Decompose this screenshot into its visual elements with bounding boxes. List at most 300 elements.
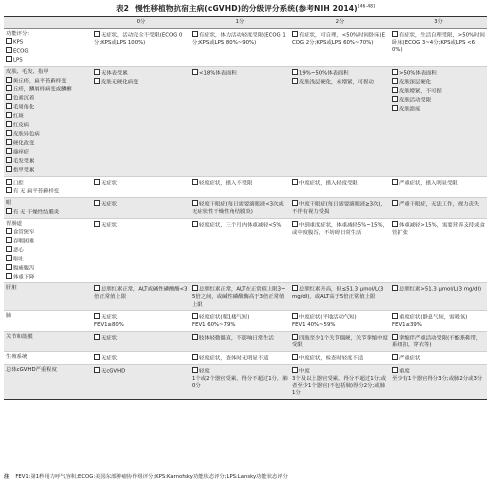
cell-text: KPS xyxy=(13,39,24,46)
cell-line xyxy=(6,237,90,246)
checkbox[interactable] xyxy=(6,121,12,127)
checkbox[interactable] xyxy=(392,367,398,373)
cell-line xyxy=(6,208,90,217)
cell-line xyxy=(94,285,188,301)
cell-text: 红斑 xyxy=(13,113,24,120)
checkbox[interactable] xyxy=(392,105,398,111)
cell-line xyxy=(6,47,90,56)
checkbox[interactable] xyxy=(292,31,298,37)
cell-line xyxy=(192,200,288,216)
cell-line xyxy=(292,285,388,301)
cell-text: 有症状，生活自理受限，>50%时间卧床(ECOG 3~4分;KPS或LPS <60%) xyxy=(392,32,485,54)
checkbox[interactable] xyxy=(6,94,12,100)
cell-text: 无症状 xyxy=(101,201,118,208)
cell-text: 有 无 干燥性结膜炎 xyxy=(13,209,60,216)
cell-text: 吞咽困难 xyxy=(13,238,35,245)
cell-text: 总胆红素升高，但≤51.3 μmol/L(3 mg/dl)，或ALT高于5倍正常值上限 xyxy=(292,286,384,301)
cell-text: 严重症状 xyxy=(399,355,421,362)
cell-line xyxy=(392,313,485,322)
checkbox[interactable] xyxy=(292,221,298,227)
cell-text: 食管狭窄 xyxy=(13,229,35,236)
table-footnote xyxy=(4,474,487,481)
cell-line xyxy=(392,285,485,294)
cell-text: 无症状 xyxy=(101,335,118,341)
checkbox[interactable] xyxy=(392,69,398,75)
cell-text: 严重干眼症，无法工作，视力丧失 xyxy=(399,201,480,208)
footnote-label: 注 xyxy=(4,474,10,480)
score-cell xyxy=(290,364,390,399)
checkbox[interactable] xyxy=(6,139,12,145)
cell-line xyxy=(192,376,288,391)
checkbox[interactable] xyxy=(6,85,12,91)
organ-cell xyxy=(4,29,92,67)
cell-line xyxy=(94,31,188,47)
checkbox[interactable] xyxy=(292,179,298,185)
cell-text: 重度 xyxy=(399,368,410,375)
cell-text: 轻度症状，摄入不受限 xyxy=(199,180,253,186)
table-row xyxy=(4,351,487,364)
cell-text: 总胆红素正常，ALT或碱性磷酸酶<3倍正常值上限 xyxy=(94,286,188,301)
score-cell xyxy=(290,176,390,198)
cell-line xyxy=(94,367,188,376)
cell-text: 皮肤深层硬化 xyxy=(399,79,432,86)
cell-line xyxy=(6,148,90,157)
cell-line xyxy=(392,69,485,78)
score-cell xyxy=(190,198,290,218)
table-row xyxy=(4,176,487,198)
checkbox[interactable] xyxy=(292,334,298,340)
cell-text: 有症状，体力活动轻度受限(ECOG 1分;KPS或LPS 80%~90%) xyxy=(192,32,286,46)
cell-text: 19%~50%体表面积 xyxy=(299,70,349,77)
cell-text: 体重减轻>15%，需要营养支持或食管扩张 xyxy=(392,222,485,236)
cell-line xyxy=(292,31,388,47)
score-cell xyxy=(190,364,290,399)
cell-line xyxy=(192,285,288,309)
cell-line xyxy=(392,31,485,55)
cell-text: 口腔 xyxy=(13,180,24,186)
organ-cell xyxy=(4,364,92,399)
column-header: 2分 xyxy=(290,17,390,29)
cell-text: 皮肤、毛发、指甲 xyxy=(6,69,49,76)
cell-line xyxy=(392,87,485,96)
cell-line xyxy=(6,255,90,264)
score-cell xyxy=(290,67,390,176)
checkbox[interactable] xyxy=(94,334,100,340)
cell-text: FEV1 40%~59% xyxy=(292,322,336,329)
cell-line xyxy=(6,187,90,196)
checkbox[interactable] xyxy=(192,354,198,360)
checkbox[interactable] xyxy=(192,334,198,340)
score-cell xyxy=(190,218,290,283)
cell-line xyxy=(94,200,188,209)
cell-line xyxy=(94,78,188,87)
organ-cell xyxy=(4,218,92,283)
cell-text: 中度症状(平地活动气短) xyxy=(299,314,357,321)
cell-line xyxy=(292,179,388,188)
cell-text: 中到重度症状，体重减轻5%~15%，或中度腹泻，不妨碍日常生活 xyxy=(292,222,388,236)
cell-text: 重度症状(静息气短，需吸氧) xyxy=(399,314,468,321)
cell-text: 肺 xyxy=(6,313,12,320)
score-cell xyxy=(290,29,390,67)
cell-line xyxy=(6,139,90,148)
checkbox[interactable] xyxy=(392,96,398,102)
organ-cell xyxy=(4,351,92,364)
cell-text: 胃肠道 xyxy=(6,220,23,227)
cell-text: 功能评分： xyxy=(6,31,33,37)
score-cell xyxy=(92,29,190,67)
checkbox[interactable] xyxy=(192,367,198,373)
checkbox[interactable] xyxy=(392,200,398,206)
organ-cell xyxy=(4,176,92,198)
checkbox[interactable] xyxy=(192,200,198,206)
cell-text: 硬化改变 xyxy=(13,140,35,147)
score-cell xyxy=(190,283,290,311)
organ-cell xyxy=(4,198,92,218)
checkbox[interactable] xyxy=(6,130,12,136)
table-title xyxy=(0,3,491,14)
table-row xyxy=(4,283,487,311)
cell-line xyxy=(6,354,90,361)
checkbox[interactable] xyxy=(94,285,100,291)
score-cell xyxy=(390,67,487,176)
checkbox[interactable] xyxy=(392,313,398,319)
cell-text: 指甲受累 xyxy=(13,167,35,174)
score-cell xyxy=(92,67,190,176)
cell-line xyxy=(192,69,288,78)
checkbox[interactable] xyxy=(6,273,12,279)
score-cell xyxy=(390,198,487,218)
cell-line xyxy=(192,313,288,322)
cell-line xyxy=(292,367,388,376)
column-header: 0分 xyxy=(92,17,190,29)
cell-line xyxy=(6,221,90,228)
checkbox[interactable] xyxy=(392,31,398,37)
checkbox[interactable] xyxy=(192,221,198,227)
checkbox[interactable] xyxy=(94,200,100,206)
cell-text: 瘙痒症 xyxy=(13,149,30,156)
table-row xyxy=(4,311,487,331)
checkbox[interactable] xyxy=(392,179,398,185)
cell-text: 挛缩伴严重活动受限(不能系鞋带，系纽扣，穿衣等) xyxy=(392,335,482,349)
score-cell xyxy=(390,311,487,331)
checkbox[interactable] xyxy=(6,77,12,83)
score-cell xyxy=(290,351,390,364)
cell-text: 中度症状，检查时轻度不适 xyxy=(299,355,364,362)
cell-line xyxy=(6,228,90,237)
cell-text: 眼 xyxy=(6,200,12,207)
cell-text: 总体cGVHD严重程度 xyxy=(6,366,57,373)
cell-line xyxy=(94,69,188,78)
column-header: 3分 xyxy=(390,17,487,29)
checkbox[interactable] xyxy=(6,264,12,270)
cell-text: 中度 xyxy=(299,368,310,375)
score-cell xyxy=(92,176,190,198)
score-cell xyxy=(190,176,290,198)
cell-text: 中度症状，摄入轻度受限 xyxy=(299,180,358,186)
table-row xyxy=(4,29,487,67)
organ-cell xyxy=(4,67,92,176)
cell-line xyxy=(192,322,288,329)
checkbox[interactable] xyxy=(192,31,198,37)
checkbox[interactable] xyxy=(392,354,398,360)
checkbox[interactable] xyxy=(392,285,398,291)
checkbox[interactable] xyxy=(192,313,198,319)
cell-text: 皮肤无硬化病变 xyxy=(101,79,139,86)
cell-text: ECOG xyxy=(13,48,29,55)
score-cell xyxy=(92,364,190,399)
cell-line xyxy=(6,334,90,341)
cell-text: 轻度干眼症(每日需要滴眼液<3次或无症状性干燥性角结膜炎) xyxy=(192,201,284,216)
score-cell xyxy=(92,283,190,311)
cell-text: 无cGVHD xyxy=(101,368,126,375)
cell-line xyxy=(6,285,90,292)
organ-cell xyxy=(4,283,92,311)
cell-text: 斑丘疹，扁平苔藓样变 xyxy=(13,78,67,85)
score-cell xyxy=(290,283,390,311)
score-cell xyxy=(390,218,487,283)
checkbox[interactable] xyxy=(392,78,398,84)
checkbox[interactable] xyxy=(6,237,12,243)
cell-text: 生殖系统 xyxy=(6,353,28,360)
cell-text: 关节和筋膜 xyxy=(6,333,33,340)
cell-line xyxy=(392,367,485,376)
checkbox[interactable] xyxy=(6,38,12,44)
checkbox[interactable] xyxy=(292,313,298,319)
checkbox[interactable] xyxy=(94,367,100,373)
cell-line xyxy=(94,322,188,329)
cell-text: 毛发受累 xyxy=(13,158,35,165)
checkbox[interactable] xyxy=(6,103,12,109)
organ-cell xyxy=(4,331,92,351)
cell-line xyxy=(292,200,388,216)
checkbox[interactable] xyxy=(392,334,398,340)
cell-line xyxy=(94,221,188,230)
score-cell xyxy=(390,29,487,67)
cell-line xyxy=(192,179,288,188)
cell-text: 轻度症状，查体时无明显不适 xyxy=(199,355,269,362)
checkbox[interactable] xyxy=(6,255,12,261)
score-cell xyxy=(92,198,190,218)
cell-text: 总胆红素>51.3 μmol/L(3 mg/dl) xyxy=(399,286,482,293)
checkbox[interactable] xyxy=(6,228,12,234)
cell-text: 皮肤增紧，不可捏 xyxy=(399,88,442,95)
cell-line xyxy=(94,354,188,363)
score-cell xyxy=(190,331,290,351)
cell-line xyxy=(6,200,90,207)
cell-text: 无症状 xyxy=(101,314,118,321)
checkbox[interactable] xyxy=(6,166,12,172)
cell-line xyxy=(192,31,288,47)
score-cell xyxy=(290,311,390,331)
cell-text: FEV1≤39% xyxy=(392,322,422,329)
score-cell xyxy=(92,218,190,283)
cell-line xyxy=(392,376,485,383)
footnote-text: FEV1:第1秒用力呼气容积;ECOG:美国东部肿瘤协作组评分;KPS:Karnofsky功能状态评分;LPS:Lansky功能状态评分 xyxy=(15,474,288,480)
checkbox[interactable] xyxy=(6,148,12,154)
checkbox[interactable] xyxy=(292,78,298,84)
checkbox[interactable] xyxy=(392,221,398,227)
cell-text: 严重症状，摄入明显受限 xyxy=(399,180,458,186)
cell-text: 肝脏 xyxy=(6,285,17,292)
cell-text: 红皮病 xyxy=(13,122,30,129)
table-body xyxy=(4,29,487,400)
cell-line xyxy=(94,179,188,188)
cell-text: 无体表受累 xyxy=(101,70,128,77)
score-cell xyxy=(290,218,390,283)
cell-text: 体重下降 xyxy=(13,274,35,281)
cell-text: 总胆红素正常，ALT在正常值上限3~5倍之间，或碱性磷酸酶高于3倍正常值上限 xyxy=(192,286,286,308)
cell-text: 轻度症状，三个月内体重减轻<5% xyxy=(199,222,282,229)
cell-text: 轻度 xyxy=(199,368,210,375)
column-header xyxy=(4,17,92,29)
checkbox[interactable] xyxy=(94,313,100,319)
cell-text: <18%体表面积 xyxy=(199,70,237,77)
cell-text: 无症状 xyxy=(101,222,118,229)
grading-table xyxy=(4,16,487,400)
cell-line xyxy=(94,313,188,322)
cell-text: LPS xyxy=(13,57,23,64)
cell-line xyxy=(6,273,90,282)
cell-text: 皮肤异色病 xyxy=(13,131,40,138)
checkbox[interactable] xyxy=(6,157,12,163)
cell-line xyxy=(292,354,388,363)
cell-line xyxy=(6,157,90,166)
cell-text: 中度干眼症(每日需要滴眼液≥3次)，不伴有视力受损 xyxy=(292,201,386,216)
cell-text: 皮肤溃疡 xyxy=(399,106,421,113)
cell-text: 皮肤活动受限 xyxy=(399,97,432,104)
score-cell xyxy=(290,198,390,218)
score-cell xyxy=(190,29,290,67)
score-cell xyxy=(390,331,487,351)
cell-line xyxy=(6,367,90,374)
checkbox[interactable] xyxy=(392,87,398,93)
checkbox[interactable] xyxy=(94,179,100,185)
cell-line xyxy=(6,94,90,103)
cell-text: 1个或2个器官受累，得分不超过1分，肺0分 xyxy=(192,375,288,390)
checkbox[interactable] xyxy=(6,187,12,193)
cell-text: 肢体轻微僵直，不影响日常生活 xyxy=(199,335,274,341)
organ-cell xyxy=(4,311,92,331)
checkbox[interactable] xyxy=(6,112,12,118)
cell-line xyxy=(6,130,90,139)
cell-line xyxy=(392,78,485,87)
score-cell xyxy=(190,67,290,176)
table-header-row xyxy=(4,17,487,29)
checkbox[interactable] xyxy=(292,285,298,291)
checkbox[interactable] xyxy=(192,69,198,75)
table-row xyxy=(4,198,487,218)
checkbox[interactable] xyxy=(6,56,12,62)
cell-text: 四肢至少1个关节僵硬，关节挛缩中度受限 xyxy=(292,335,388,349)
cell-line xyxy=(6,246,90,255)
checkbox[interactable] xyxy=(6,246,12,252)
cell-line xyxy=(6,166,90,175)
checkbox[interactable] xyxy=(94,69,100,75)
table-caption: 慢性移植物抗宿主病(cGVHD)的分级评分系统(参考NIH 2014) xyxy=(135,4,358,13)
cell-line xyxy=(292,313,388,322)
cell-text: 无症状 xyxy=(101,355,118,362)
cell-text: 腹痛腹泻 xyxy=(13,265,35,272)
table-row xyxy=(4,364,487,399)
cell-line xyxy=(192,367,288,376)
cell-line xyxy=(192,221,288,230)
checkbox[interactable] xyxy=(292,354,298,360)
cell-line xyxy=(292,221,388,237)
cell-text: 恶心 xyxy=(13,247,24,254)
cell-text: >50%体表面积 xyxy=(399,70,437,77)
cell-line xyxy=(392,221,485,237)
cell-line xyxy=(6,313,90,320)
checkbox[interactable] xyxy=(292,69,298,75)
checkbox[interactable] xyxy=(292,200,298,206)
cell-text: FEV1≥80% xyxy=(94,322,124,329)
table-number: 表2 xyxy=(115,4,130,13)
cell-line xyxy=(392,105,485,114)
cell-line xyxy=(292,376,388,398)
cell-line xyxy=(392,96,485,105)
cell-text: 皮肤浅层硬化，未增紧，可捏动 xyxy=(299,79,374,86)
cell-line xyxy=(292,322,388,329)
cell-line xyxy=(392,354,485,363)
cell-line xyxy=(392,200,485,209)
cell-text: 有症状，可自理，<50%时间卧床(ECOG 2分;KPS或LPS 60%~70%) xyxy=(292,32,385,46)
cell-line xyxy=(6,264,90,273)
cell-text: 3个及以上器官受累，得分不超过1分;或者至少1个器官(不包括肺)得分2分;或肺1分 xyxy=(292,375,387,397)
checkbox[interactable] xyxy=(192,285,198,291)
checkbox[interactable] xyxy=(94,31,100,37)
cell-line xyxy=(6,77,90,86)
score-cell xyxy=(390,283,487,311)
cell-text: 丘疹，鳞屑样病变或鳞癣 xyxy=(13,86,72,93)
cell-line xyxy=(6,56,90,65)
table-row xyxy=(4,331,487,351)
score-cell xyxy=(190,351,290,364)
checkbox[interactable] xyxy=(94,354,100,360)
checkbox[interactable] xyxy=(6,179,12,185)
checkbox[interactable] xyxy=(94,78,100,84)
score-cell xyxy=(390,364,487,399)
checkbox[interactable] xyxy=(192,179,198,185)
cell-text: FEV1 60%~79% xyxy=(192,322,236,329)
cell-line xyxy=(6,31,90,38)
score-cell xyxy=(390,176,487,198)
checkbox[interactable] xyxy=(6,208,12,214)
cell-text: 轻度症状(爬1楼气短) xyxy=(199,314,250,321)
table-row xyxy=(4,218,487,283)
cell-text: 毛周角化 xyxy=(13,104,35,111)
score-cell xyxy=(92,311,190,331)
cell-line xyxy=(6,85,90,94)
cell-text: 至少有1个器官得分3分;或肺2分或3分 xyxy=(392,375,483,382)
checkbox[interactable] xyxy=(94,221,100,227)
cell-line xyxy=(6,121,90,130)
cell-line xyxy=(6,69,90,76)
checkbox[interactable] xyxy=(6,47,12,53)
score-cell xyxy=(92,331,190,351)
cell-line xyxy=(392,322,485,329)
table-row xyxy=(4,67,487,176)
cell-line xyxy=(392,179,485,188)
score-cell xyxy=(390,351,487,364)
cell-line xyxy=(94,334,188,343)
cell-line xyxy=(292,69,388,78)
cell-line xyxy=(392,334,485,350)
cell-line xyxy=(292,334,388,350)
cell-line xyxy=(292,78,388,87)
score-cell xyxy=(92,351,190,364)
title-reference: [46-48] xyxy=(357,4,376,10)
checkbox[interactable] xyxy=(292,367,298,373)
